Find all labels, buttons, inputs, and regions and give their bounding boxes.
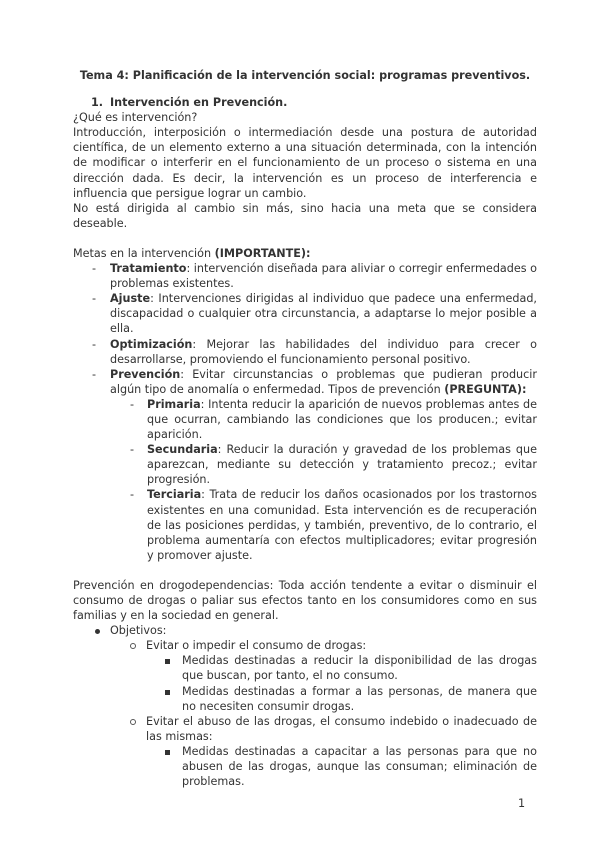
list-item: Evitar el abuso de las drogas, el consumo indebido o inadecuado de las mismas: — [73, 714, 537, 744]
document-title: Tema 4: Planificación de la intervención social: programas preventivos. — [79, 69, 531, 82]
section-heading-text: Intervención en Prevención. — [110, 96, 288, 110]
list-item: Medidas destinadas a capacitar a las personas para que no abusen de las drogas, aunque las consuman; eliminación de problemas. — [73, 744, 537, 789]
document-page — [73, 68, 537, 789]
page-number: 1 — [518, 797, 526, 810]
metas-label: Metas en la intervención — [73, 246, 215, 260]
objetivos-list — [73, 623, 537, 789]
square-bullet-icon — [165, 659, 170, 664]
metas-tag: (IMPORTANTE): — [214, 246, 311, 260]
list-item: Medidas destinadas a formar a las personas, de manera que no necesiten consumir drogas. — [73, 684, 537, 714]
list-item: - Optimización: Mejorar las habilidades del individuo para crecer o desarrollarse, promoviendo el funcionamiento personal positivo. — [92, 337, 537, 366]
section-number: 1. — [91, 96, 104, 110]
circle-bullet-icon — [130, 719, 136, 725]
list-item: Medidas destinadas a reducir la disponibilidad de las drogas que buscan, por tanto, el no consumo. — [73, 653, 537, 683]
list-item: - Terciaria: Trata de reducir los daños ocasionados por los trastornos existentes en una comunidad. Esta intervención es de recuperación de las posiciones perdidas, y también, preventivo, de lo contrario, el problema aumentaría con efectos multiplicadores; evitar progresión y promover ajuste. — [130, 488, 537, 562]
list-item: - Ajuste: Intervenciones dirigidas al individuo que padece una enfermedad, discapacidad o cualquier otra circunstancia, a adaptarse lo mejor posible a ella. — [92, 292, 537, 336]
list-item: - Secundaria: Reducir la duración y gravedad de los problemas que aparezcan, mediante su detección y tratamiento precoz.; evitar progresión. — [130, 443, 537, 487]
list-item: - Tratamiento: intervención diseñada para aliviar o corregir enfermedades o problemas existentes. — [92, 262, 537, 291]
bullet-icon — [95, 629, 100, 634]
drogas-paragraph: Prevención en drogodependencias: Toda acción tendente a evitar o disminuir el consumo de drogas o paliar sus efectos tanto en los consumidores como en sus familias y en la sociedad en general. — [73, 578, 537, 623]
square-bullet-icon — [165, 690, 170, 695]
list-item: - Prevención: Evitar circunstancias o problemas que pudieran producir algún tipo de anomalía o enfermedad. Tipos de prevención (PREGUNTA): — [92, 367, 537, 396]
list-item: Evitar o impedir el consumo de drogas: — [73, 638, 537, 653]
circle-bullet-icon — [130, 643, 136, 649]
intro-paragraph-2: No está dirigida al cambio sin más, sino hacia una meta que se considera deseable. — [73, 201, 537, 230]
question: ¿Qué es intervención? — [73, 111, 198, 125]
square-bullet-icon — [165, 750, 170, 755]
section-heading — [91, 95, 537, 110]
metas-list — [73, 261, 537, 563]
metas-heading — [73, 246, 537, 261]
intro-paragraph: Introducción, interposición o intermediación desde una postura de autoridad científica, de un elemento externo a una situación determinada, con la intención de modificar o interferir en el funcionamiento de un proceso o sistema en una dirección dada. Es decir, la intervención es un proceso de interferencia e influencia que persigue lograr un cambio. — [73, 126, 537, 200]
list-item: - Primaria: Intenta reducir la aparición de nuevos problemas antes de que ocurran, cambiando las condiciones que los producen.; evitar aparición. — [130, 397, 537, 442]
list-item: Objetivos: — [73, 623, 537, 638]
